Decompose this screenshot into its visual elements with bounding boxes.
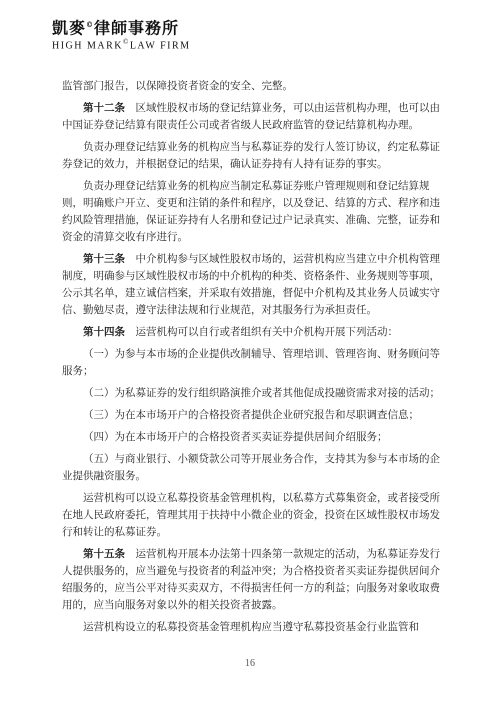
paragraph — [62, 139, 450, 173]
firm-logo-english — [52, 38, 191, 51]
page-number: 16 — [245, 658, 255, 669]
firm-logo — [52, 16, 191, 52]
article-number: 第十二条 — [83, 102, 125, 114]
logo-mark-en: © — [123, 38, 130, 47]
paragraph — [62, 451, 450, 485]
logo-mark: © — [86, 20, 95, 29]
paragraph-text: （五）与商业银行、小额贷款公司等开展业务合作，支持其为参与本市场的企业提供融资服务。 — [62, 453, 440, 482]
paragraph-text: 区域性股权市场的登记结算业务，可以由运营机构办理，也可以由中国证券登记结算有限责任公司或者省级人民政府监管的登记结算机构办理。 — [62, 102, 440, 131]
paragraph — [62, 407, 450, 424]
paragraph-text: （四）为在本市场开户的合格投资者买卖证券提供居间介绍服务； — [83, 431, 388, 443]
paragraph-text: （二）为私募证券的发行组织路演推介或者其他促成投融资需求对接的活动； — [83, 387, 440, 399]
paragraph-text: 运营机构开展本办法第十四条第一款规定的活动，为私募证券发行人提供服务的，应当避免与投资者的利益冲突；为合格投资者买卖证券提供居间介绍服务的，应当公平对待买卖双方，不得损害任何一方的利益；向服务对象收取费用的，应当向服务对象以外的相关投资者披露。 — [62, 548, 440, 611]
paragraph-text: 运营机构可以自行或者组织有关中介机构开展下列活动： — [135, 326, 398, 338]
article-paragraph — [62, 251, 450, 319]
paragraph-text: 运营机构可以设立私募投资基金管理机构，以私募方式募集资金，或者接受所在地人民政府委托，管理其用于扶持中小微企业的资金，投资在区域性股权市场发行和转让的私募证券。 — [62, 492, 440, 538]
firm-logo-chinese — [52, 16, 191, 37]
paragraph-text: 中介机构参与区域性股权市场的，运营机构应当建立中介机构管理制度，明确参与区域性股权市场的中介机构的种类、资格条件、业务规则等事项，公示其名单，建立诚信档案，并采取有效措施，督促中介机构及其业务人员诚实守信、勤勉尽责，遵守法律法规和行业规范，对其服务行为承担责任。 — [62, 253, 440, 316]
paragraph — [62, 178, 450, 246]
article-paragraph — [62, 546, 450, 614]
paragraph — [62, 385, 450, 402]
logo-cn-left: 凱麥 — [52, 18, 87, 38]
paragraph — [62, 429, 450, 446]
paragraph-text: 监管部门报告，以保障投资者资金的安全、完整。 — [62, 80, 293, 92]
paragraph-text: 负责办理登记结算业务的机构应当制定私募证券账户管理规则和登记结算规则，明确账户开立、变更和注销的条件和程序，以及登记、结算的方式、程序和违约风险管理措施，保证证券持有人名册和登记过户记录真实、准确、完整，证券和资金的清算交收有序进行。 — [62, 180, 440, 243]
article-number: 第十五条 — [83, 548, 125, 560]
logo-en-right: LAW FIRM — [129, 40, 191, 52]
paragraph-text: 运营机构设立的私募投资基金管理机构应当遵守私募投资基金行业监管和 — [83, 621, 419, 633]
article-paragraph — [62, 324, 450, 341]
article-number: 第十四条 — [83, 326, 125, 338]
logo-en-left: HIGH MARK — [52, 40, 123, 52]
paragraph-text: （一）为参与本市场的企业提供改制辅导、管理培训、管理咨询、财务顾问等服务； — [62, 348, 440, 377]
paragraph — [62, 78, 450, 95]
article-paragraph — [62, 100, 450, 134]
logo-cn-right: 律師事務所 — [94, 18, 180, 38]
paragraph-text: 负责办理登记结算业务的机构应当与私募证券的发行人签订协议，约定私募证券登记的效力，并根据登记的结果，确认证券持有人持有证券的事实。 — [62, 141, 440, 170]
article-number: 第十三条 — [83, 253, 125, 265]
paragraph — [62, 346, 450, 380]
paragraph — [62, 619, 450, 636]
document-body — [62, 78, 450, 641]
paragraph — [62, 490, 450, 541]
paragraph-text: （三）为在本市场开户的合格投资者提供企业研究报告和尽职调查信息； — [83, 409, 419, 421]
